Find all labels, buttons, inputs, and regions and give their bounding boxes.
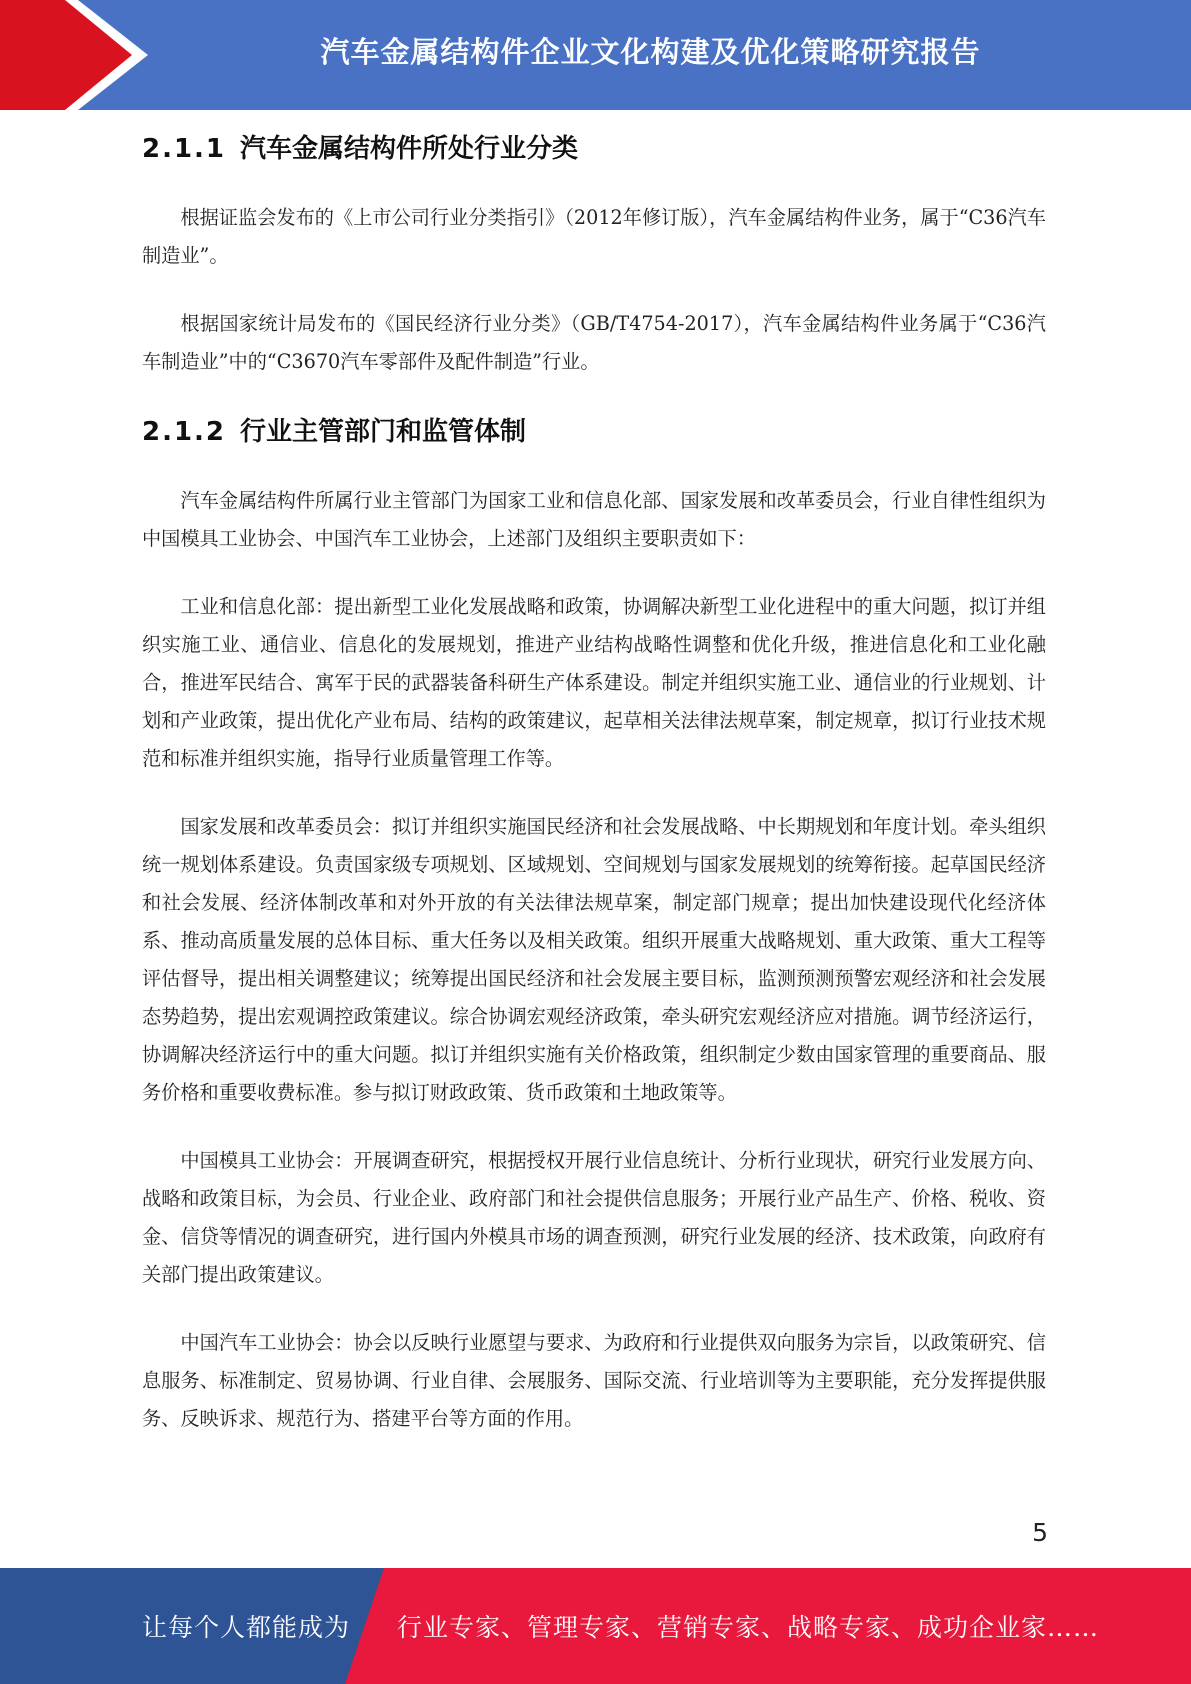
paragraph: 根据国家统计局发布的《国民经济行业分类》（GB/T4754-2017），汽车金属结构件业务属于“C36汽车制造业”中的“C3670汽车零部件及配件制造”行业。 — [142, 312, 1046, 373]
report-title: 汽车金属结构件企业文化构建及优化策略研究报告 — [320, 34, 981, 69]
section-title: 行业主管部门和监管体制 — [240, 417, 527, 447]
paragraph: 汽车金属结构件所属行业主管部门为国家工业和信息化部、国家发展和改革委员会，行业自律性组织为中国模具工业协会、中国汽车工业协会，上述部门及组织主要职责如下： — [142, 489, 1046, 550]
footer-slogan-right: 行业专家、管理专家、营销专家、战略专家、成功企业家…… — [397, 1613, 1100, 1642]
section-heading-2-1-1 — [142, 128, 1046, 165]
page-footer — [0, 1568, 1191, 1684]
footer-slogan-left: 让每个人都能成为 — [142, 1613, 351, 1642]
section-heading-2-1-2 — [142, 411, 1046, 448]
paragraph: 国家发展和改革委员会：拟订并组织实施国民经济和社会发展战略、中长期规划和年度计划。牵头组织统一规划体系建设。负责国家级专项规划、区域规划、空间规划与国家发展规划的统筹衔接。起草国民经济和社会发展、经济体制改革和对外开放的有关法律法规草案，制定部门规章；提出加快建设现代化经济体系、推动高质量发展的总体目标、重大任务以及相关政策。组织开展重大战略规划、重大政策、重大工程等评估督导，提出相关调整建议；统筹提出国民经济和社会发展主要目标，监测预测预警宏观经济和社会发展态势趋势，提出宏观调控政策建议。综合协调宏观经济政策，牵头研究宏观经济应对措施。调节经济运行，协调解决经济运行中的重大问题。拟订并组织实施有关价格政策，组织制定少数由国家管理的重要商品、服务价格和重要收费标准。参与拟订财政政策、货币政策和土地政策等。 — [142, 815, 1046, 1104]
section-title: 汽车金属结构件所处行业分类 — [240, 134, 579, 164]
page-header — [0, 0, 1191, 110]
paragraph: 根据证监会发布的《上市公司行业分类指引》（2012年修订版），汽车金属结构件业务，属于“C36汽车制造业”。 — [142, 206, 1046, 267]
paragraph: 中国模具工业协会：开展调查研究，根据授权开展行业信息统计、分析行业现状，研究行业发展方向、战略和政策目标，为会员、行业企业、政府部门和社会提供信息服务；开展行业产品生产、价格、税收、资金、信贷等情况的调查研究，进行国内外模具市场的调查预测，研究行业发展的经济、技术政策，向政府有关部门提出政策建议。 — [142, 1149, 1046, 1286]
section-number: 2.1.1 — [142, 134, 227, 164]
paragraph: 工业和信息化部：提出新型工业化发展战略和政策，协调解决新型工业化进程中的重大问题，拟订并组织实施工业、通信业、信息化的发展规划，推进产业结构战略性调整和优化升级，推进信息化和工业化融合，推进军民结合、寓军于民的武器装备科研生产体系建设。制定并组织实施工业、通信业的行业规划、计划和产业政策，提出优化产业布局、结构的政策建议，起草相关法律法规草案，制定规章，拟订行业技术规范和标准并组织实施，指导行业质量管理工作等。 — [142, 595, 1046, 770]
page-number: 5 — [1032, 1518, 1048, 1547]
paragraph: 中国汽车工业协会：协会以反映行业愿望与要求、为政府和行业提供双向服务为宗旨，以政策研究、信息服务、标准制定、贸易协调、行业自律、会展服务、国际交流、行业培训等为主要职能，充分发挥提供服务、反映诉求、规范行为、搭建平台等方面的作用。 — [142, 1331, 1046, 1430]
section-number: 2.1.2 — [142, 417, 227, 447]
page-content — [142, 128, 1046, 1438]
